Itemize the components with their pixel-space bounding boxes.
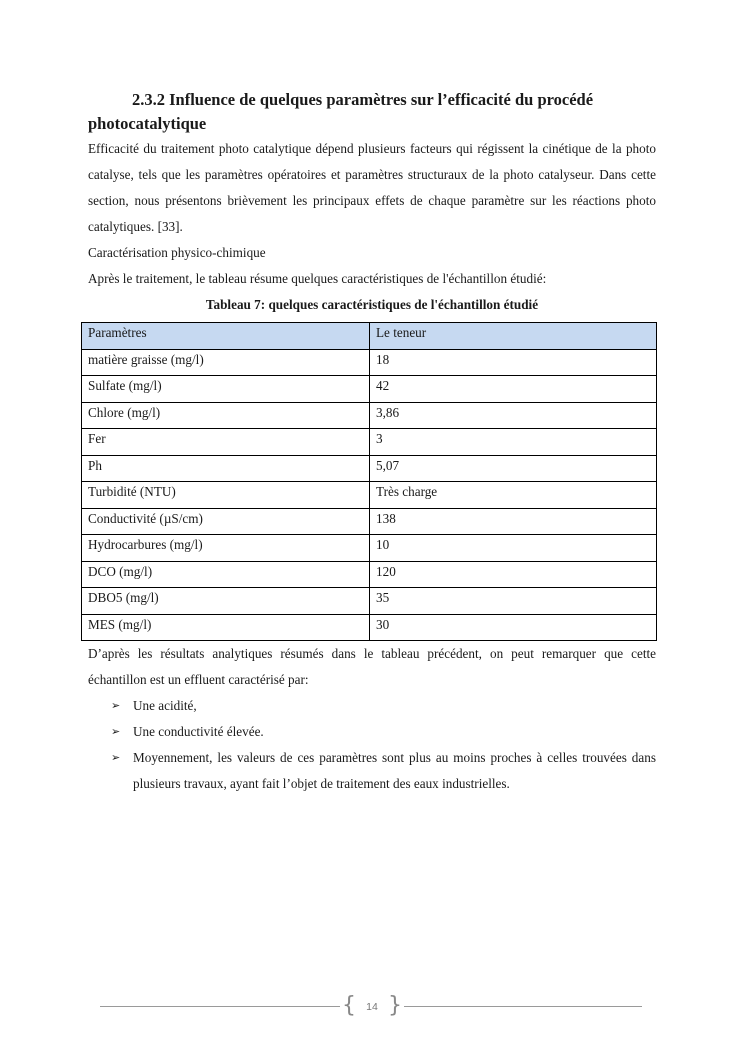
- value-cell: 3: [370, 429, 657, 456]
- value-cell: 138: [370, 508, 657, 535]
- right-bracket-icon: }: [388, 993, 402, 1018]
- section-heading: 2.3.2 Influence de quelques paramètres sur l’efficacité du procédé photocatalytique: [88, 90, 594, 133]
- list-item-text: Moyennement, les valeurs de ces paramètres sont plus au moins proches à celles trouvées dans plusieurs travaux, ayant fait l’objet de traitement des eaux industrielles.: [133, 750, 656, 791]
- list-item-text: Une conductivité élevée.: [133, 724, 264, 739]
- table-row: [82, 349, 657, 376]
- page-number: 14: [366, 1001, 378, 1013]
- subheading: Caractérisation physico-chimique: [88, 245, 266, 260]
- table-row: [82, 588, 657, 615]
- param-cell: Ph: [82, 455, 370, 482]
- footer-rule-left: [100, 1006, 340, 1007]
- table-row: [82, 614, 657, 641]
- param-cell: Sulfate (mg/l): [82, 376, 370, 403]
- table-row: [82, 535, 657, 562]
- param-cell: Fer: [82, 429, 370, 456]
- table-row: [82, 482, 657, 509]
- table-caption: Tableau 7: quelques caractéristiques de l'échantillon étudié: [205, 297, 539, 312]
- value-cell: 35: [370, 588, 657, 615]
- header-cell-parameter: Paramètres: [82, 323, 370, 350]
- header-cell-content: Le teneur: [370, 323, 657, 350]
- footer-rule-right: [404, 1006, 642, 1007]
- intro-paragraph: Efficacité du traitement photo catalytique dépend plusieurs facteurs qui régissent la cinétique de la photo catalyse, tels que les paramètres opératoires et paramètres structuraux de la photo catalyseur. Dans cette section, nous présentons brièvement les principaux effets de chaque paramètre sur les réactions photo catalytiques. [33].: [88, 141, 656, 234]
- param-cell: Hydrocarbures (mg/l): [82, 535, 370, 562]
- value-cell: 5,07: [370, 455, 657, 482]
- table-lead-text: Après le traitement, le tableau résume quelques caractéristiques de l'échantillon étudié:: [88, 271, 547, 286]
- table-row: [82, 402, 657, 429]
- param-cell: MES (mg/l): [82, 614, 370, 641]
- value-cell: 10: [370, 535, 657, 562]
- param-cell: Conductivité (µS/cm): [82, 508, 370, 535]
- table-row: [82, 508, 657, 535]
- conclusion-paragraph: D’après les résultats analytiques résumés dans le tableau précédent, on peut remarquer que cette échantillon est un effluent caractérisé par:: [88, 646, 656, 687]
- document-page: [88, 88, 656, 797]
- value-cell: 3,86: [370, 402, 657, 429]
- table-row: [82, 455, 657, 482]
- param-cell: Turbidité (NTU): [82, 482, 370, 509]
- param-cell: DBO5 (mg/l): [82, 588, 370, 615]
- table-row: [82, 561, 657, 588]
- list-item-text: Une acidité,: [133, 698, 197, 713]
- table-row: [82, 376, 657, 403]
- table-header-row: [82, 323, 657, 350]
- param-cell: DCO (mg/l): [82, 561, 370, 588]
- value-cell: 42: [370, 376, 657, 403]
- value-cell: 30: [370, 614, 657, 641]
- characteristics-list: [88, 693, 656, 797]
- arrow-bullet-icon: ➢: [111, 699, 121, 712]
- value-cell: 120: [370, 561, 657, 588]
- list-item: [88, 693, 656, 719]
- list-item: [88, 745, 656, 797]
- page-number-box: [342, 993, 402, 1018]
- characteristics-table: [81, 322, 657, 641]
- list-item: [88, 719, 656, 745]
- param-cell: matière graisse (mg/l): [82, 349, 370, 376]
- left-bracket-icon: {: [342, 993, 356, 1018]
- value-cell: 18: [370, 349, 657, 376]
- table-row: [82, 429, 657, 456]
- arrow-bullet-icon: ➢: [111, 725, 121, 738]
- arrow-bullet-icon: ➢: [111, 751, 121, 764]
- param-cell: Chlore (mg/l): [82, 402, 370, 429]
- value-cell: Très charge: [370, 482, 657, 509]
